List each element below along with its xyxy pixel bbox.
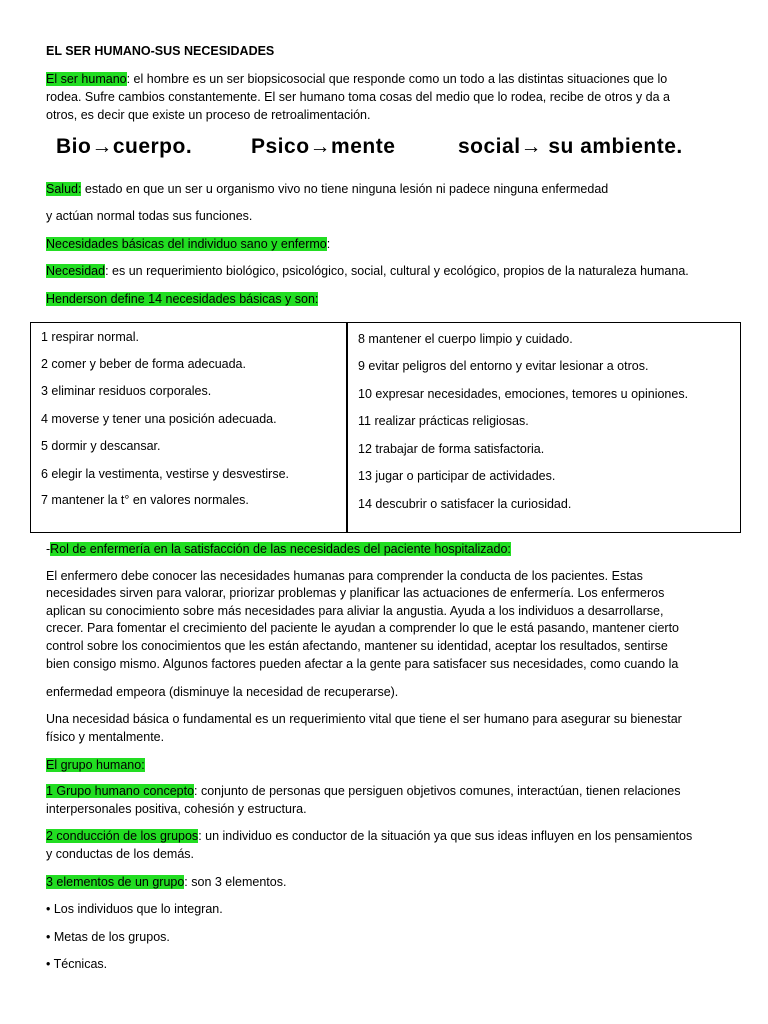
grupo1-term: 1 Grupo humano concepto (46, 784, 195, 798)
need-item: 13 jugar o participar de actividades. (358, 469, 556, 483)
rol-line-7: enfermedad empeora (disminuye la necesidad de recuperarse). (46, 685, 399, 699)
bullet-item: • Los individuos que lo integran. (46, 902, 223, 916)
intro-text-1: : el hombre es un ser biopsicosocial que responde como un todo a las distintas situaciones que lo (126, 72, 668, 86)
necesidades-heading-text: Necesidades básicas del individuo sano y enfermo (46, 237, 327, 251)
needs-column-left (31, 323, 347, 532)
rol-line-5: control sobre los conocimientos que les están afectando, mantener su identidad, aceptar los resultados, sentirse (46, 639, 668, 653)
grupo3-term: 3 elementos de un grupo (46, 875, 185, 889)
rol-heading (46, 540, 738, 558)
bullet-item: • Metas de los grupos. (46, 930, 170, 944)
need-item: 8 mantener el cuerpo limpio y cuidado. (358, 332, 573, 346)
need-item: 1 respirar normal. (41, 330, 139, 344)
need-item: 10 expresar necesidades, emociones, temores u opiniones. (358, 387, 689, 401)
grupo-heading-text: El grupo humano: (46, 758, 145, 772)
bio-label: Bio→cuerpo. (56, 135, 193, 158)
grupo-heading (46, 756, 738, 774)
rol-dash: - (46, 542, 51, 556)
rol-line-2: necesidades sirven para valorar, priorizar problemas y planificar las actuaciones de enfermería. Los enfermeros (46, 586, 665, 600)
grupo2-line-2: y conductas de los demás. (46, 847, 194, 861)
grupo2-term: 2 conducción de los grupos (46, 829, 199, 843)
salud-line-1 (46, 180, 738, 198)
henderson-heading (46, 290, 738, 308)
grupo3-line (46, 873, 738, 891)
needs-table (30, 322, 741, 533)
need-item: 6 elegir la vestimenta, vestirse y desvestirse. (41, 467, 290, 481)
bullet-item: • Técnicas. (46, 957, 108, 971)
grupo1-line-1 (46, 782, 738, 800)
basic-line-1: Una necesidad básica o fundamental es un requerimiento vital que tiene el ser humano para asegurar su bienestar (46, 712, 682, 726)
need-item: 3 eliminar residuos corporales. (41, 384, 212, 398)
salud-text: estado en que un ser u organismo vivo no tiene ninguna lesión ni padece ninguna enfermedad (81, 182, 609, 196)
salud-line-2: y actúan normal todas sus funciones. (46, 209, 253, 223)
grupo2-text: : un individuo es conductor de la situación ya que sus ideas influyen en los pensamientos (198, 829, 693, 843)
need-item: 2 comer y beber de forma adecuada. (41, 357, 246, 371)
grupo3-text: : son 3 elementos. (184, 875, 287, 889)
page-title: EL SER HUMANO-SUS NECESIDADES (46, 44, 275, 58)
need-item: 14 descubrir o satisfacer la curiosidad. (358, 497, 572, 511)
basic-line-2: físico y mentalmente. (46, 730, 165, 744)
rol-line-6: bien consigo mismo. Algunos factores pueden afectar a la gente para satisfacer sus necesidades, como cuando la (46, 657, 679, 671)
need-item: 11 realizar prácticas religiosas. (358, 414, 529, 428)
psico-label: Psico→mente (251, 135, 396, 158)
ser-humano-term: El ser humano (46, 72, 127, 86)
need-item: 7 mantener la t° en valores normales. (41, 493, 249, 507)
need-item: 12 trabajar de forma satisfactoria. (358, 442, 545, 456)
necesidad-term: Necesidad (46, 264, 106, 278)
intro-line-3: otros, es decir que existe un proceso de retroalimentación. (46, 108, 371, 122)
grupo1-line-2: interpersonales positiva, cohesión y estructura. (46, 802, 307, 816)
rol-line-3: aplican su conocimiento sobre más necesidades para aliviar la angustia. Ayuda a los individuos a desarrollarse, (46, 604, 664, 618)
necesidad-text: : es un requerimiento biológico, psicológico, social, cultural y ecológico, propios de la naturaleza humana. (105, 264, 689, 278)
need-item: 5 dormir y descansar. (41, 439, 161, 453)
rol-line-4: crecer. Para fomentar el crecimiento del paciente le ayudan a comprender lo que le está pasando, mantener cierto (46, 621, 680, 635)
intro-line-2: rodea. Sufre cambios constantemente. El ser humano toma cosas del medio que lo rodea, recibe de otros y da a (46, 90, 670, 104)
intro-line-1 (46, 70, 738, 88)
need-item: 9 evitar peligros del entorno y evitar lesionar a otros. (358, 359, 649, 373)
salud-term: Salud: (46, 182, 82, 196)
rol-line-1: El enfermero debe conocer las necesidades humanas para comprender la conducta de los pacientes. Estas (46, 569, 643, 583)
necesidades-heading (46, 235, 738, 253)
necesidades-heading-colon: : (326, 237, 331, 251)
necesidad-line (46, 262, 738, 280)
need-item: 4 moverse y tener una posición adecuada. (41, 412, 277, 426)
needs-column-right (347, 323, 740, 532)
grupo1-text: : conjunto de personas que persiguen objetivos comunes, interactúan, tienen relaciones (194, 784, 681, 798)
henderson-text: Henderson define 14 necesidades básicas y son: (46, 292, 319, 306)
social-label: social→ su ambiente. (458, 135, 683, 158)
rol-heading-text: Rol de enfermería en la satisfacción de las necesidades del paciente hospitalizado: (50, 542, 511, 556)
grupo2-line-1 (46, 827, 738, 845)
